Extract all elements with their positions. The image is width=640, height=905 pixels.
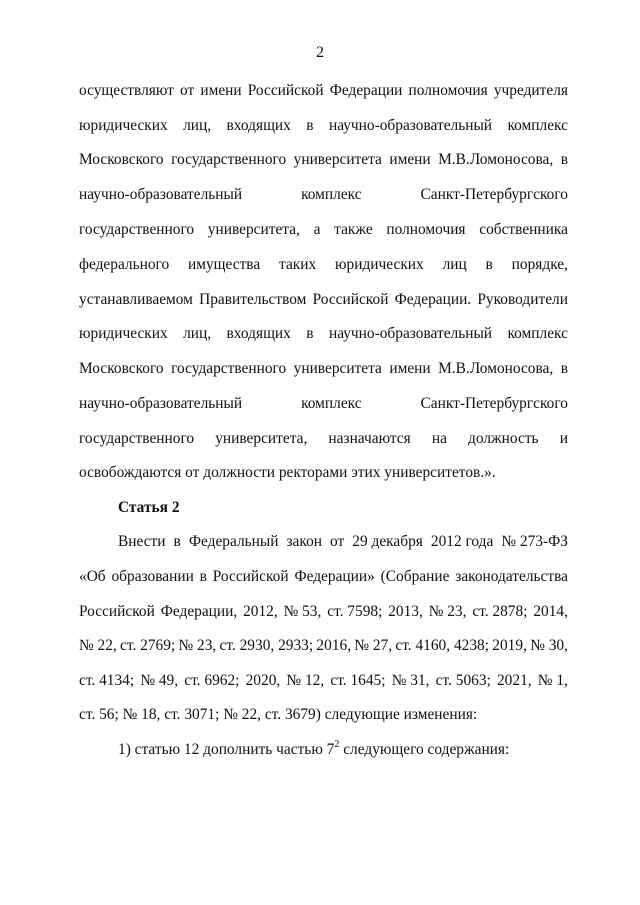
word: Российской <box>312 291 389 308</box>
text-line <box>79 672 568 690</box>
word: № 23, <box>428 603 467 620</box>
word: Московского <box>79 360 164 377</box>
text-line <box>79 221 568 239</box>
text-line <box>79 395 568 413</box>
word: на <box>431 430 447 447</box>
text-line <box>79 151 568 169</box>
word: и <box>559 430 568 447</box>
word: назначаются <box>328 430 411 447</box>
word: имени <box>200 82 242 99</box>
word: № 53, <box>283 603 322 620</box>
text-line <box>79 360 568 378</box>
word: научно-образовательный <box>328 117 493 134</box>
word: комплекс <box>301 186 362 203</box>
word: 2016, <box>316 637 352 654</box>
word: ст. 4160, 4238; <box>395 637 490 654</box>
word: № 23, <box>178 637 217 654</box>
word: Московского <box>79 151 164 168</box>
list-item-1-superscript: 2 <box>334 738 340 750</box>
word: от <box>330 533 345 550</box>
word: Правительством <box>199 291 307 308</box>
word: научно-образовательный <box>79 186 243 203</box>
word: федерального <box>79 256 170 273</box>
word: государственного <box>79 430 195 447</box>
word: № 30, <box>530 637 568 654</box>
word: порядке, <box>511 256 568 273</box>
word: 2021, <box>496 672 532 689</box>
text-line <box>79 256 568 274</box>
text-line <box>79 637 568 655</box>
text-line <box>79 117 568 135</box>
text-line <box>79 82 568 100</box>
word: университета <box>293 151 382 168</box>
list-item-1-text-end: следующего содержания: <box>339 741 510 758</box>
word: комплекс <box>507 117 568 134</box>
word: университета <box>293 360 382 377</box>
word: «Об <box>79 568 106 585</box>
word: законодательства <box>455 568 568 585</box>
word: 2012, <box>243 603 278 620</box>
word: № 31, <box>391 672 430 689</box>
word: учредителя <box>493 82 568 99</box>
text-line <box>79 430 568 448</box>
word: государственного <box>171 360 287 377</box>
word: входящих <box>226 325 291 342</box>
text-line <box>79 291 568 309</box>
article-last-line: ст. 56; № 18, ст. 3071; № 22, ст. 3679) следующие изменения: <box>79 706 478 723</box>
word: ст. 5063; <box>435 672 491 689</box>
word: ст. 2769; <box>120 637 176 654</box>
word: ст. 1645; <box>330 672 386 689</box>
word: от <box>180 82 195 99</box>
text-line <box>118 533 568 551</box>
word: Федерации <box>329 82 403 99</box>
word: в <box>560 360 568 377</box>
word: ст. 7598; <box>327 603 383 620</box>
word: полномочия <box>386 221 466 238</box>
word: 2012 года <box>430 533 494 550</box>
word: ст. 4134; <box>79 672 135 689</box>
text-line <box>79 325 568 343</box>
word: юридических <box>335 256 424 273</box>
word: Российской <box>79 603 155 620</box>
word: собственника <box>479 221 568 238</box>
word: Российской <box>212 568 289 585</box>
word: Санкт-Петербургского <box>420 395 568 412</box>
word: научно-образовательный <box>79 395 243 412</box>
word: ст. 6962; <box>184 672 240 689</box>
word: образовании <box>111 568 194 585</box>
word: в <box>306 117 314 134</box>
word: комплекс <box>301 395 362 412</box>
word: должность <box>468 430 539 447</box>
word: Российской <box>247 82 324 99</box>
text-line <box>79 186 568 204</box>
word: комплекс <box>507 325 568 342</box>
word: полномочия <box>408 82 488 99</box>
word: государственного <box>79 221 195 238</box>
word: 2020, <box>245 672 281 689</box>
word: № 12, <box>286 672 325 689</box>
text-line <box>79 603 568 621</box>
word: Федерации» <box>294 568 375 585</box>
word: 2013, <box>388 603 423 620</box>
word: также <box>334 221 373 238</box>
word: 29 декабря <box>352 533 423 550</box>
word: № 273-ФЗ <box>501 533 568 550</box>
word: в <box>173 533 181 550</box>
word: Санкт-Петербургского <box>420 186 568 203</box>
word: Федерации, <box>160 603 238 620</box>
word: 2014, <box>533 603 568 620</box>
text-line <box>79 568 568 586</box>
paragraph1-last-line: освобождаются от должности ректорами этих университетов.». <box>79 464 496 481</box>
word: ст. 2878; <box>472 603 528 620</box>
list-item-1-text: 1) статью 12 дополнить частью 7 <box>118 741 335 758</box>
page-number: 2 <box>316 44 324 61</box>
word: устанавливаемом <box>79 291 193 308</box>
word: имени <box>389 360 431 377</box>
word: имени <box>389 151 431 168</box>
word: Федеральный <box>188 533 279 550</box>
word: (Собрание <box>380 568 450 585</box>
word: лиц, <box>183 325 212 342</box>
word: в <box>199 568 207 585</box>
word: таких <box>279 256 317 273</box>
word: Руководители <box>477 291 568 308</box>
word: 2019, <box>492 637 527 654</box>
word: Внести <box>118 533 166 550</box>
word: в <box>306 325 314 342</box>
word: а <box>313 221 321 238</box>
word: имущества <box>188 256 261 273</box>
word: осуществляют <box>79 82 174 99</box>
word: юридических <box>79 325 168 342</box>
word: ст. 2930, 2933; <box>219 637 314 654</box>
word: № 49, <box>140 672 179 689</box>
word: лиц, <box>183 117 212 134</box>
word: научно-образовательный <box>328 325 493 342</box>
word: юридических <box>79 117 168 134</box>
word: университета, <box>207 221 300 238</box>
word: М.В.Ломоносова, <box>438 360 554 377</box>
word: лиц <box>442 256 467 273</box>
article-heading: Статья 2 <box>118 499 180 516</box>
word: № 1, <box>537 672 568 689</box>
word: № 27, <box>354 637 393 654</box>
word: М.В.Ломоносова, <box>438 151 554 168</box>
word: № 22, <box>79 637 117 654</box>
word: государственного <box>171 151 287 168</box>
word: университета, <box>215 430 308 447</box>
word: Федерации. <box>394 291 472 308</box>
word: входящих <box>226 117 291 134</box>
word: закон <box>286 533 323 550</box>
word: в <box>485 256 493 273</box>
word: в <box>560 151 568 168</box>
list-item-1 <box>118 738 568 759</box>
